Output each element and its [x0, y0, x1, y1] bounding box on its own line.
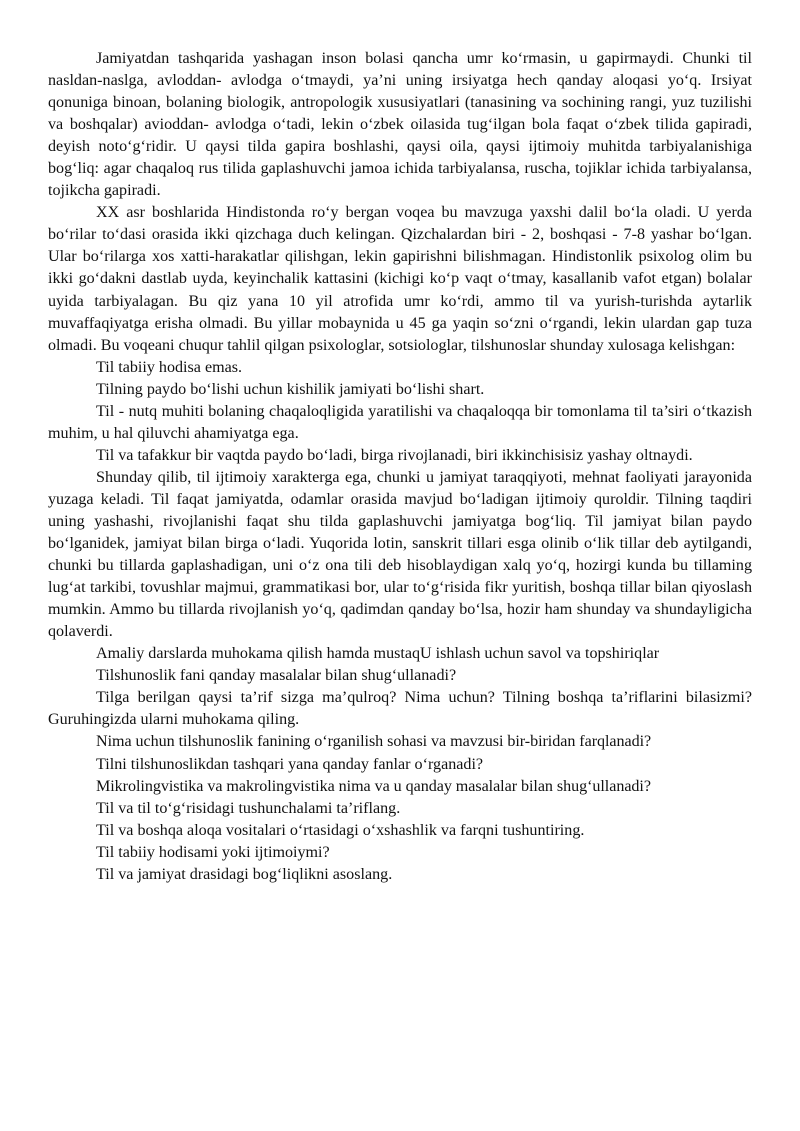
question-item: Nima uchun tilshunoslik fanining o‘rganilish sohasi va mavzusi bir-biridan farqlanadi? — [96, 733, 652, 751]
document-page — [48, 48, 752, 886]
question-item: Tilga berilgan qaysi ta’rif sizga ma’qulroq? Nima uchun? Tilning boshqa ta’riflarini bilasizmi? Guruhingizda ularni muhokama qiling. — [48, 689, 752, 729]
body-paragraph: Jamiyatdan tashqarida yashagan inson bolasi qancha umr ko‘rmasin, u gapirmaydi. Chunki til nasldan-naslga, avloddan- avlodga o‘tmaydi, ya’ni uning irsiyatga hech qanday aloqasi yo‘q. Irsiyat qonuniga binoan, bolaning biologik, antropologik xususiyatlari (tanasining va sochining rangi, yuz tuzilishi va boshqalar) avioddan- avlodga o‘tadi, lekin o‘zbek oilasida tug‘ilgan bola faqat o‘zbek tilida gapiradi, deyish noto‘g‘ridir. U qaysi tilda gapira boshlashi, qaysi oila, qaysi ijtimoiy muhitda tarbiyalanishiga bog‘liq: agar chaqaloq rus tilida gaplashuvchi jamoa ichida tarbiyalansa, ruscha, tojiklar ichida tarbiyalansa, tojikcha gapiradi. — [48, 50, 752, 200]
question-item: Tilni tilshunoslikdan tashqari yana qanday fanlar o‘rganadi? — [96, 755, 484, 773]
question-item: Mikrolingvistika va makrolingvistika nima va u qanday masalalar bilan shug‘ullanadi? — [96, 777, 651, 795]
body-paragraph: Shunday qilib, til ijtimoiy xarakterga ega, chunki u jamiyat taraqqiyoti, mehnat faoliyati jarayonida yuzaga keladi. Til faqat jamiyatda, odamlar orasida mavjud bo‘ladigan ijtimoiy quroldir. Tilning taqdiri uning yashashi, rivojlanishi faqat shu tilda gaplashuvchi jamiyatga bog‘liq. Til jamiyat bilan paydo bo‘lganidek, jamiyat bilan birga o‘ladi. Yuqorida lotin, sanskrit tillari esga olinib o‘lik tillar deb aytilgandi, chunki bu tillarda gaplashadigan, uni o‘z ona tili deb hisoblaydigan xalq yo‘q, hozirgi kunda bu tillaming lug‘at tarkibi, tovushlar majmui, grammatikasi bor, ular to‘g‘risida fikr yuritish, boshqa tillar bilan qiyoslash mumkin. Ammo bu tillarda rivojlanish yo‘q, qadimdan qanday bo‘lsa, hozir ham shunday va shundayligicha qolaverdi. — [48, 468, 752, 641]
question-item: Til va jamiyat drasidagi bog‘liqlikni asoslang. — [96, 865, 393, 883]
conclusion-item: Tilning paydo bo‘lishi uchun kishilik jamiyati bo‘lishi shart. — [96, 380, 485, 398]
conclusion-item: Til va tafakkur bir vaqtda paydo bo‘ladi, birga rivojlanadi, biri ikkinchisisiz yashay oltnaydi. — [96, 446, 693, 464]
conclusion-item: Til tabiiy hodisa emas. — [96, 358, 243, 376]
body-paragraph: XX asr boshlarida Hindistonda ro‘y bergan voqea bu mavzuga yaxshi dalil bo‘la oladi. U yerda bo‘rilar to‘dasi orasida ikki qizchaga duch kelingan. Qizchalardan biri - 2, boshqasi - 7-8 yashar bo‘lgan. Ular bo‘rilarga xos xatti-harakatlar qilishgan, lekin gapirishni bilishmagan. Hindistonlik psixolog olim bu ikki go‘dakni dastlab uyda, keyinchalik kattasini (kichigi ko‘p vaqt o‘tmay, kasallanib vafot etgan) bolalar uyida tarbiyalagan. Bu qiz yana 10 yil atrofida umr ko‘rdi, ammo til va yurish-turishda aytarlik muvaffaqiyatga erisha olmadi. Bu yillar mobaynida u 45 ga yaqin so‘zni o‘rgandi, lekin ulardan gap tuza olmadi. Bu voqeani chuqur tahlil qilgan psixologlar, sotsiologlar, tilshunoslar shunday xulosaga kelishgan: — [48, 204, 752, 354]
question-item: Til va til to‘g‘risidagi tushunchalami ta’riflang. — [96, 799, 401, 817]
tasks-heading: Amaliy darslarda muhokama qilish hamda mustaqU ishlash uchun savol va topshiriqlar — [96, 645, 660, 663]
question-item: Til va boshqa aloqa vositalari o‘rtasidagi o‘xshashlik va farqni tushuntiring. — [96, 821, 585, 839]
question-item: Til tabiiy hodisami yoki ijtimoiymi? — [96, 843, 330, 861]
question-item: Tilshunoslik fani qanday masalalar bilan shug‘ullanadi? — [96, 667, 457, 685]
conclusion-item: Til - nutq muhiti bolaning chaqaloqligida yaratilishi va chaqaloqqa bir tomonlama til ta’siri o‘tkazish muhim, u hal qiluvchi ahamiyatga ega. — [48, 402, 752, 442]
